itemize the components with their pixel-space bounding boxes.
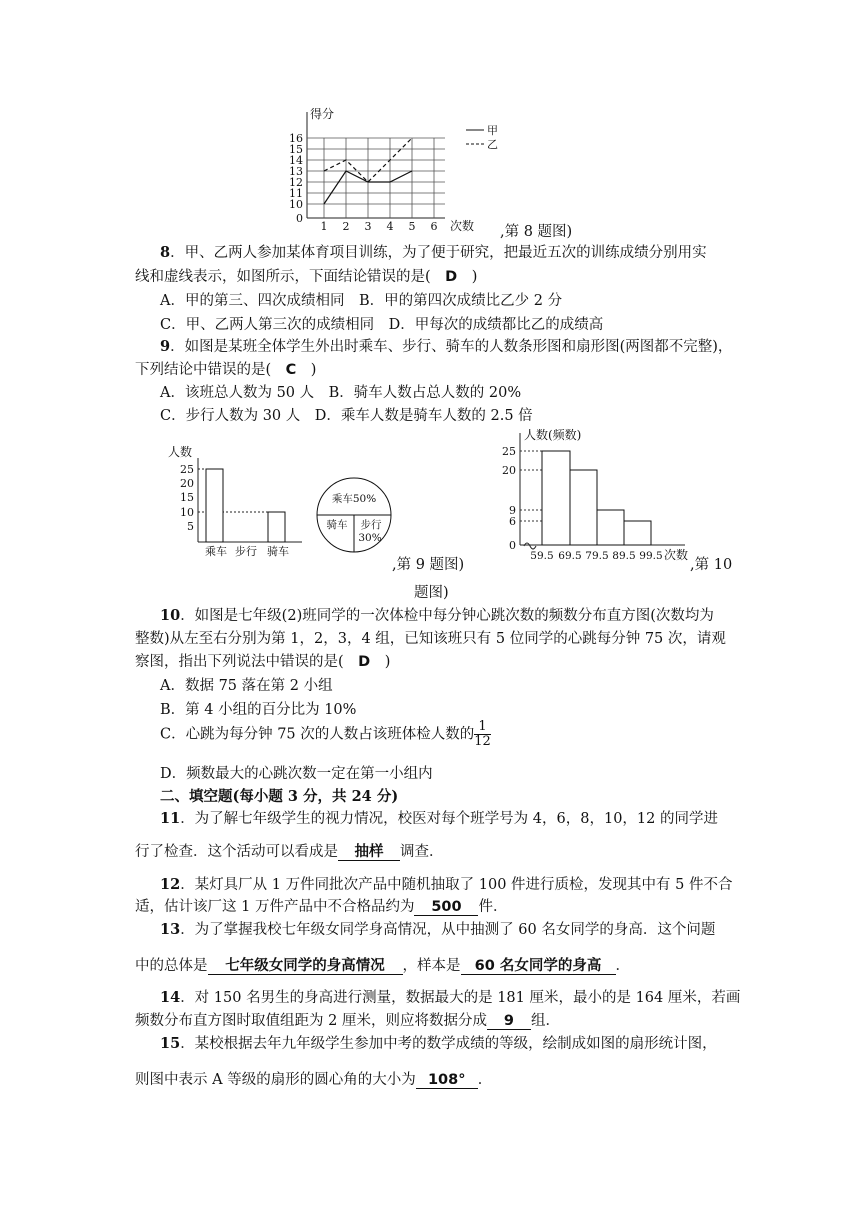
figure-9-charts bbox=[160, 440, 400, 565]
q11-number: 11 bbox=[160, 810, 181, 827]
legend-yi: 乙 bbox=[487, 138, 498, 151]
figure-8-line-chart bbox=[280, 104, 520, 234]
q8-options-ab: A．甲的第三、四次成绩相同 B．甲的第四次成绩比乙少 2 分 bbox=[160, 293, 563, 309]
pie-label-buxing: 步行 bbox=[360, 519, 382, 531]
q12-stem-line2: 适，估计该厂这 1 万件产品中不合格品约为 500 件． bbox=[135, 899, 508, 915]
q14-stem-line2: 频数分布直方图时取值组距为 2 厘米，则应将数据分成 9 组． bbox=[135, 1013, 560, 1029]
y-tick: 16 bbox=[289, 132, 303, 145]
q10-answer: D bbox=[358, 654, 371, 670]
q15-answer-blank: 108° bbox=[416, 1072, 478, 1089]
x-tick: 59.5 bbox=[530, 550, 554, 562]
x-category: 步行 bbox=[235, 545, 257, 558]
y-tick: 20 bbox=[180, 477, 194, 490]
q9-number: 9 bbox=[160, 338, 171, 355]
y-tick: 13 bbox=[289, 165, 303, 178]
q14-stem-line1: 14．对 150 名男生的身高进行测量，数据最大的是 181 厘米，最小的是 164 厘米，若画 bbox=[160, 989, 741, 1006]
y-tick: 15 bbox=[180, 491, 194, 504]
legend-jia: 甲 bbox=[487, 124, 498, 137]
q8-stem-line2: 线和虚线表示，如图所示，下面结论错误的是( D ) bbox=[135, 269, 478, 285]
q10-number: 10 bbox=[160, 607, 181, 624]
x-tick: 6 bbox=[430, 220, 438, 233]
q15-stem-line2: 则图中表示 A 等级的扇形的圆心角的大小为 108° ． bbox=[135, 1072, 493, 1088]
figure-10-caption: ,第 10 bbox=[690, 557, 733, 573]
x-axis-label: 次数 bbox=[664, 548, 689, 562]
y-axis-label: 得分 bbox=[310, 107, 335, 121]
q12-stem-line1: 12．某灯具厂从 1 万件同批次产品中随机抽取了 100 件进行质检，发现其中有 5 件不合 bbox=[160, 876, 733, 893]
y-tick: 10 bbox=[289, 198, 303, 211]
q9-answer: C bbox=[285, 362, 297, 378]
y-tick: 15 bbox=[289, 143, 303, 156]
figure-10-caption-cont: 题图) bbox=[414, 585, 449, 601]
y-tick: 6 bbox=[509, 515, 516, 528]
q13-stem-line2: 中的总体是 七年级女同学的身高情况 ，样本是 60 名女同学的身高 ． bbox=[135, 958, 630, 974]
pie-label-chengche: 乘车50% bbox=[331, 493, 377, 505]
q15-stem-line1: 15．某校根据去年九年级学生参加中考的数学成绩的等级，绘制成如图的扇形统计图， bbox=[160, 1035, 717, 1052]
q14-number: 14 bbox=[160, 989, 181, 1006]
y-tick: 20 bbox=[502, 464, 516, 477]
q11-stem-line1: 11．为了解七年级学生的视力情况，校医对每个班学号为 4，6，8，10，12 的同学进 bbox=[160, 810, 718, 827]
q9-options-ab: A．该班总人数为 50 人 B．骑车人数占总人数的 20% bbox=[160, 385, 522, 401]
q13-answer-blank-1: 七年级女同学的身高情况 bbox=[208, 958, 403, 975]
y-tick: 0 bbox=[296, 212, 303, 225]
q10-option-b: B．第 4 小组的百分比为 10% bbox=[160, 702, 357, 718]
q9-stem-line2: 下列结论中错误的是( C ) bbox=[135, 362, 317, 378]
q10-stem-line1: 10．如图是七年级(2)班同学的一次体检中每分钟心跳次数的频数分布直方图(次数均为 bbox=[160, 607, 714, 624]
figure-10-histogram bbox=[500, 425, 705, 565]
q10-stem-line2: 整数)从左至右分别为第 1，2，3，4 组，已知该班只有 5 位同学的心跳每分钟 75 次，请观 bbox=[135, 631, 726, 647]
q10-option-a: A．数据 75 落在第 2 小组 bbox=[160, 678, 333, 694]
y-tick: 10 bbox=[180, 506, 194, 519]
hist-bar-4 bbox=[624, 521, 651, 545]
x-category: 骑车 bbox=[267, 545, 289, 558]
bar-chengche bbox=[206, 469, 223, 542]
q9-stem-line1: 9．如图是某班全体学生外出时乘车、步行、骑车的人数条形图和扇形图(两图都不完整)， bbox=[160, 338, 733, 355]
hist-bar-2 bbox=[570, 470, 597, 545]
q11-answer-blank: 抽样 bbox=[338, 844, 400, 861]
x-tick: 2 bbox=[342, 220, 350, 233]
q9-options-cd: C．步行人数为 30 人 D．乘车人数是骑车人数的 2.5 倍 bbox=[160, 408, 533, 424]
bar-qiche bbox=[268, 512, 285, 542]
q15-number: 15 bbox=[160, 1035, 181, 1052]
figure-8-caption: ,第 8 题图) bbox=[500, 224, 573, 240]
x-tick: 5 bbox=[408, 220, 416, 233]
pie-chart bbox=[317, 478, 391, 552]
q10-option-c: C．心跳为每分钟 75 次的人数占该班体检人数的 $\frac{1}{12}$ bbox=[160, 719, 491, 749]
x-tick: 1 bbox=[320, 220, 328, 233]
x-tick: 79.5 bbox=[585, 550, 609, 562]
x-tick: 89.5 bbox=[612, 550, 636, 562]
x-tick: 3 bbox=[364, 220, 372, 233]
fraction: $\frac{1}{12}$ bbox=[474, 719, 491, 749]
q11-stem-line2: 行了检查．这个活动可以看成是 抽样 调查． bbox=[135, 844, 444, 860]
x-tick: 69.5 bbox=[558, 550, 582, 562]
y-tick: 0 bbox=[509, 539, 516, 552]
q13-answer-blank-2: 60 名女同学的身高 bbox=[461, 958, 616, 975]
q8-number: 8 bbox=[160, 244, 171, 261]
q10-stem-line3: 察图，指出下列说法中错误的是( D ) bbox=[135, 654, 391, 670]
pie-label-qiche: 骑车 bbox=[326, 519, 348, 531]
y-tick: 14 bbox=[289, 154, 303, 167]
q8-answer: D bbox=[445, 269, 458, 285]
x-category: 乘车 bbox=[205, 545, 227, 558]
q8-stem-line1: 8．甲、乙两人参加某体育项目训练，为了便于研究，把最近五次的训练成绩分别用实 bbox=[160, 244, 707, 261]
y-tick: 12 bbox=[289, 176, 303, 189]
y-tick: 25 bbox=[502, 445, 516, 458]
q10-option-d: D．频数最大的心跳次数一定在第一小组内 bbox=[160, 766, 433, 782]
x-tick: 4 bbox=[386, 220, 394, 233]
q8-options-cd: C．甲、乙两人第三次的成绩相同 D．甲每次的成绩都比乙的成绩高 bbox=[160, 317, 604, 333]
pie-label-percent: 30% bbox=[358, 532, 382, 544]
hist-bar-1 bbox=[542, 451, 570, 545]
q12-answer-blank: 500 bbox=[414, 899, 478, 916]
hist-bar-3 bbox=[597, 510, 624, 545]
q13-number: 13 bbox=[160, 921, 181, 938]
y-tick: 9 bbox=[509, 504, 516, 517]
figure-9-caption: ,第 9 题图) bbox=[392, 557, 465, 573]
section-heading: 二、填空题(每小题 3 分，共 24 分) bbox=[160, 788, 399, 805]
q14-answer-blank: 9 bbox=[487, 1013, 531, 1030]
q12-number: 12 bbox=[160, 876, 181, 893]
y-tick: 5 bbox=[187, 520, 194, 533]
y-axis-label: 人数(频数) bbox=[524, 428, 582, 442]
q13-stem-line1: 13．为了掌握我校七年级女同学身高情况，从中抽测了 60 名女同学的身高．这个问题 bbox=[160, 921, 716, 938]
x-tick: 99.5 bbox=[639, 550, 663, 562]
x-axis-label: 次数 bbox=[450, 219, 475, 233]
y-tick: 11 bbox=[289, 187, 303, 200]
y-axis-label: 人数 bbox=[168, 445, 193, 459]
y-tick: 25 bbox=[180, 463, 194, 476]
